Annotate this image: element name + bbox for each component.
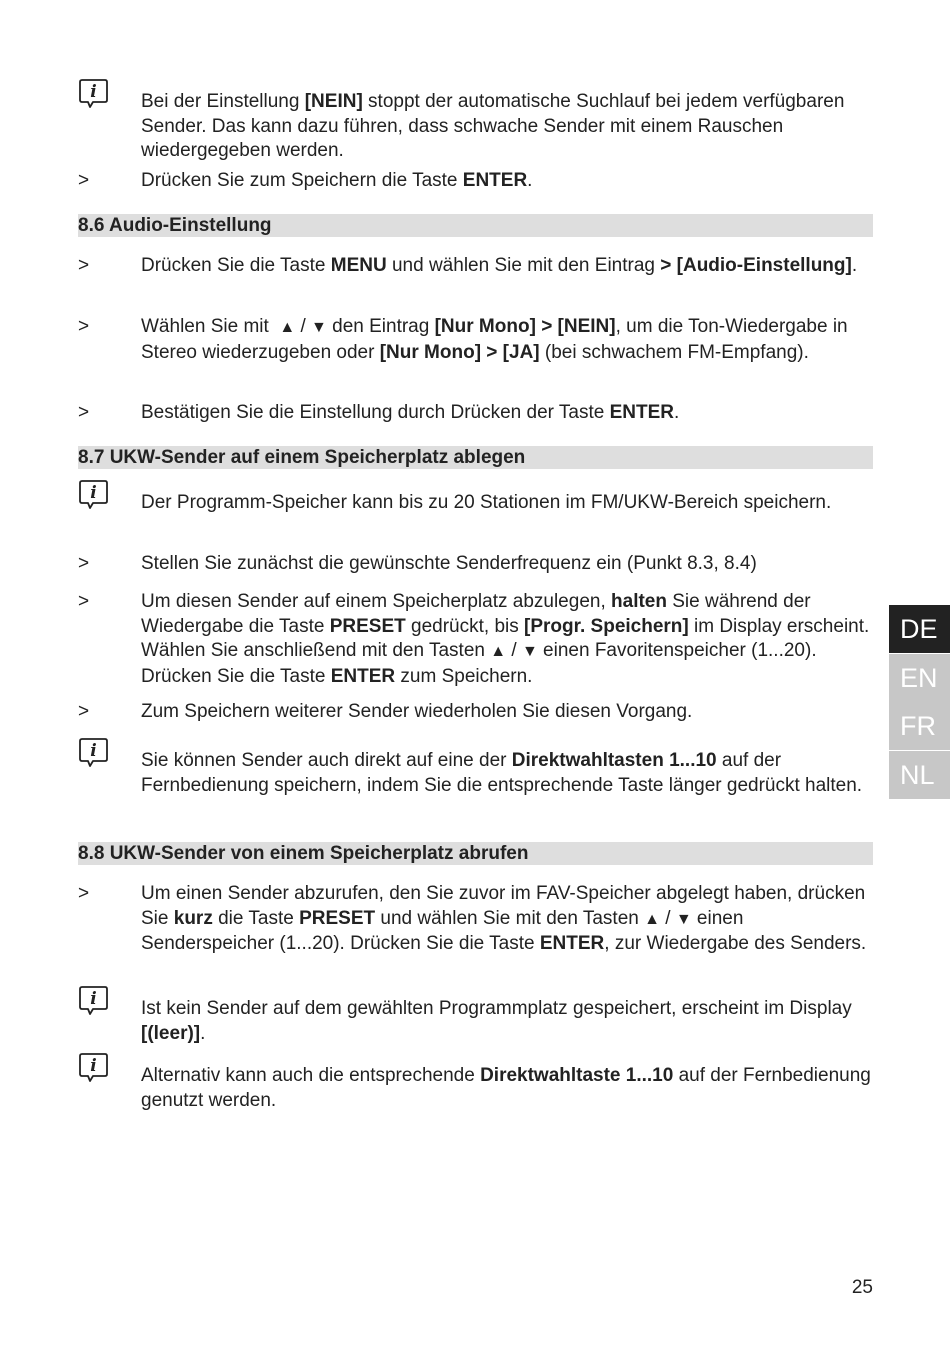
step-item bbox=[78, 552, 873, 577]
language-tab-fr[interactable]: FR bbox=[889, 702, 950, 750]
step-text: Stellen Sie zunächst die gewünschte Senderfrequenz ein (Punkt 8.3, 8.4) bbox=[141, 553, 757, 574]
svg-text:i: i bbox=[90, 82, 97, 102]
info-icon bbox=[78, 1052, 109, 1083]
bullet-arrow: > bbox=[78, 701, 90, 722]
bullet-arrow: > bbox=[78, 591, 90, 612]
step-item bbox=[78, 254, 873, 279]
note-text: Sie können Sender auch direkt auf eine der Direktwahltasten 1...10 auf der Fernbedienung speichern, indem Sie die entsprechende Taste länger gedrückt halten. bbox=[141, 750, 863, 796]
svg-text:i: i bbox=[90, 741, 97, 761]
step-text: Um einen Sender abzurufen, den Sie zuvor im FAV-Speicher abgelegt haben, drücken Sie kurz die Taste PRESET und wählen Sie mit den Tasten ▲ / ▼ einen Senderspeicher (1...20). Drücken Sie die Taste ENTER, zur Wiedergabe des Senders. bbox=[141, 883, 867, 954]
step-text: Wählen Sie mit ▲ / ▼ den Eintrag [Nur Mono] > [NEIN], um die Ton-Wiedergabe in Stereo wiederzugeben oder [Nur Mono] > [JA] (bei schwachem FM-Empfang). bbox=[141, 316, 848, 363]
language-tab-de[interactable]: DE bbox=[889, 605, 950, 653]
svg-text:i: i bbox=[90, 1056, 97, 1076]
note-text: Bei der Einstellung [NEIN] stoppt der automatische Suchlauf bei jedem verfügbaren Sender. Das kann dazu führen, dass schwache Sender mit einem Rauschen wiedergegeben werden. bbox=[141, 91, 845, 161]
bullet-arrow: > bbox=[78, 255, 90, 276]
section-heading-8-7: 8.7 UKW-Sender auf einem Speicherplatz ablegen bbox=[78, 446, 873, 469]
svg-text:i: i bbox=[90, 483, 97, 503]
step-text: Drücken Sie die Taste MENU und wählen Sie mit den Eintrag > [Audio-Einstellung]. bbox=[141, 255, 858, 276]
step-item bbox=[78, 401, 873, 426]
step-item bbox=[78, 315, 873, 365]
note-text: Der Programm-Speicher kann bis zu 20 Stationen im FM/UKW-Bereich speichern. bbox=[141, 492, 832, 513]
language-tab-en[interactable]: EN bbox=[889, 654, 950, 702]
section-heading-8-8: 8.8 UKW-Sender von einem Speicherplatz abrufen bbox=[78, 842, 873, 865]
svg-text:i: i bbox=[90, 989, 97, 1009]
note-text: Ist kein Sender auf dem gewählten Programmplatz gespeichert, erscheint im Display [(leer)]. bbox=[141, 998, 852, 1044]
note-text: Alternativ kann auch die entsprechende Direktwahltaste 1...10 auf der Fernbedienung genutzt werden. bbox=[141, 1065, 871, 1111]
step-item bbox=[78, 590, 873, 689]
info-icon bbox=[78, 78, 109, 109]
step-item bbox=[78, 169, 873, 194]
bullet-arrow: > bbox=[78, 883, 90, 904]
page-number: 25 bbox=[851, 1277, 873, 1298]
step-item bbox=[78, 882, 873, 957]
step-text: Bestätigen Sie die Einstellung durch Drücken der Taste ENTER. bbox=[141, 402, 680, 423]
info-note bbox=[78, 483, 873, 516]
language-tab-nl[interactable]: NL bbox=[889, 751, 950, 799]
step-text: Zum Speichern weiterer Sender wiederholen Sie diesen Vorgang. bbox=[141, 701, 693, 722]
info-icon bbox=[78, 985, 109, 1016]
info-note bbox=[78, 741, 873, 798]
info-note bbox=[78, 1056, 873, 1113]
section-heading-8-6: 8.6 Audio-Einstellung bbox=[78, 214, 873, 237]
step-text: Drücken Sie zum Speichern die Taste ENTER. bbox=[141, 170, 533, 191]
info-icon bbox=[78, 479, 109, 510]
bullet-arrow: > bbox=[78, 402, 90, 423]
bullet-arrow: > bbox=[78, 553, 90, 574]
info-note bbox=[78, 989, 873, 1046]
step-text: Um diesen Sender auf einem Speicherplatz abzulegen, halten Sie während der Wiedergabe die Taste PRESET gedrückt, bis [Progr. Speichern] im Display erscheint. Wählen Sie anschließend mit den Tasten ▲ / ▼ einen Favoritenspeicher (1...20). Drücken Sie die Taste ENTER zum Speichern. bbox=[141, 591, 870, 687]
info-note bbox=[78, 82, 873, 164]
info-icon bbox=[78, 737, 109, 768]
bullet-arrow: > bbox=[78, 170, 90, 191]
step-item bbox=[78, 700, 873, 725]
bullet-arrow: > bbox=[78, 316, 90, 337]
